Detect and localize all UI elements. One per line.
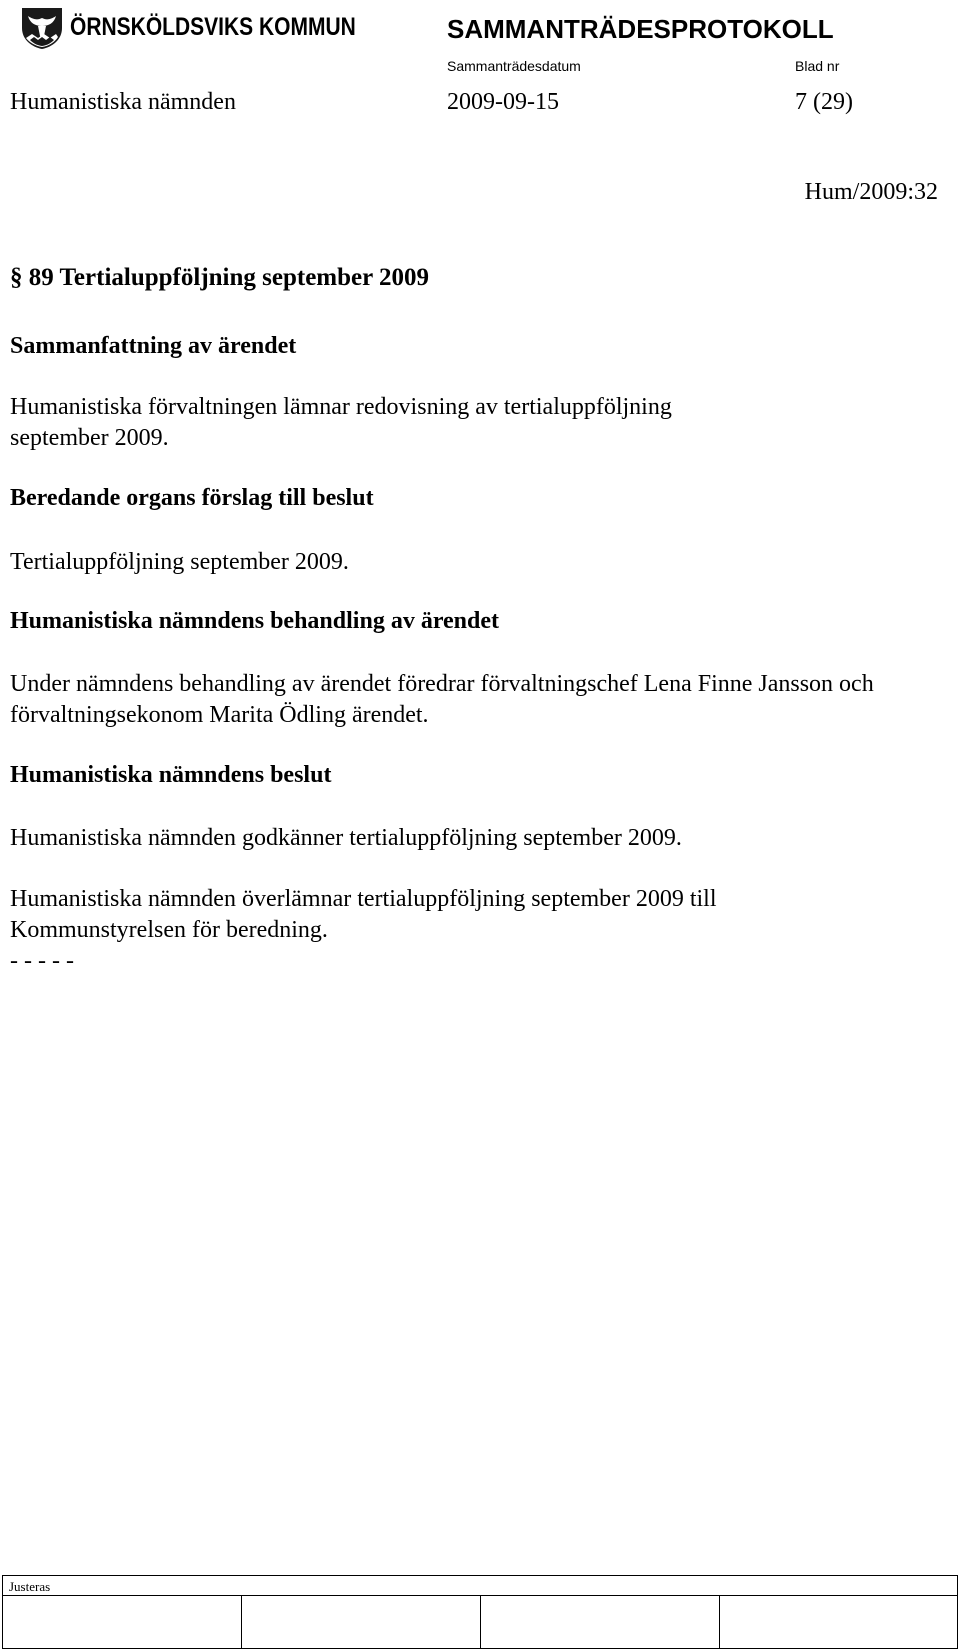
decision-text: Humanistiska nämnden överlämnar tertialuppföljning september 2009 till Kommunstyrelsen för beredning. bbox=[10, 886, 717, 943]
meeting-date: 2009-09-15 bbox=[447, 89, 559, 115]
signature-cell bbox=[480, 1595, 481, 1648]
page-number-caption: Blad nr bbox=[795, 58, 840, 74]
treatment-text: Under nämndens behandling av ärendet föredrar förvaltningschef Lena Finne Jansson och förvaltningsekonom Marita Ödling ärendet. bbox=[10, 671, 874, 728]
coat-of-arms-icon bbox=[18, 6, 66, 50]
decision-heading: Humanistiska nämndens beslut bbox=[10, 762, 332, 788]
section-title: § 89 Tertialuppföljning september 2009 bbox=[10, 264, 430, 291]
signature-cell bbox=[241, 1595, 242, 1648]
meeting-date-caption: Sammanträdesdatum bbox=[447, 58, 581, 74]
signature-cell bbox=[719, 1595, 720, 1648]
summary-heading: Sammanfattning av ärendet bbox=[10, 333, 297, 359]
case-reference: Hum/2009:32 bbox=[804, 179, 938, 205]
proposal-text: Tertialuppföljning september 2009. bbox=[10, 549, 349, 575]
treatment-heading: Humanistiska nämndens behandling av ärendet bbox=[10, 608, 500, 634]
document-type: SAMMANTRÄDESPROTOKOLL bbox=[447, 14, 834, 44]
municipality-name: ÖRNSKÖLDSVIKS KOMMUN bbox=[70, 13, 356, 41]
signature-table bbox=[2, 1575, 958, 1649]
page-number: 7 (29) bbox=[795, 89, 853, 115]
end-mark: - - - - - bbox=[10, 948, 74, 974]
municipality-logo bbox=[18, 6, 356, 50]
proposal-heading: Beredande organs förslag till beslut bbox=[10, 485, 374, 511]
committee-name: Humanistiska nämnden bbox=[10, 89, 236, 115]
summary-text: Humanistiska förvaltningen lämnar redovisning av tertialuppföljning september 2009. bbox=[10, 394, 672, 451]
sign-label: Justeras bbox=[9, 1579, 51, 1594]
decision-text: Humanistiska nämnden godkänner tertialuppföljning september 2009. bbox=[10, 825, 682, 851]
